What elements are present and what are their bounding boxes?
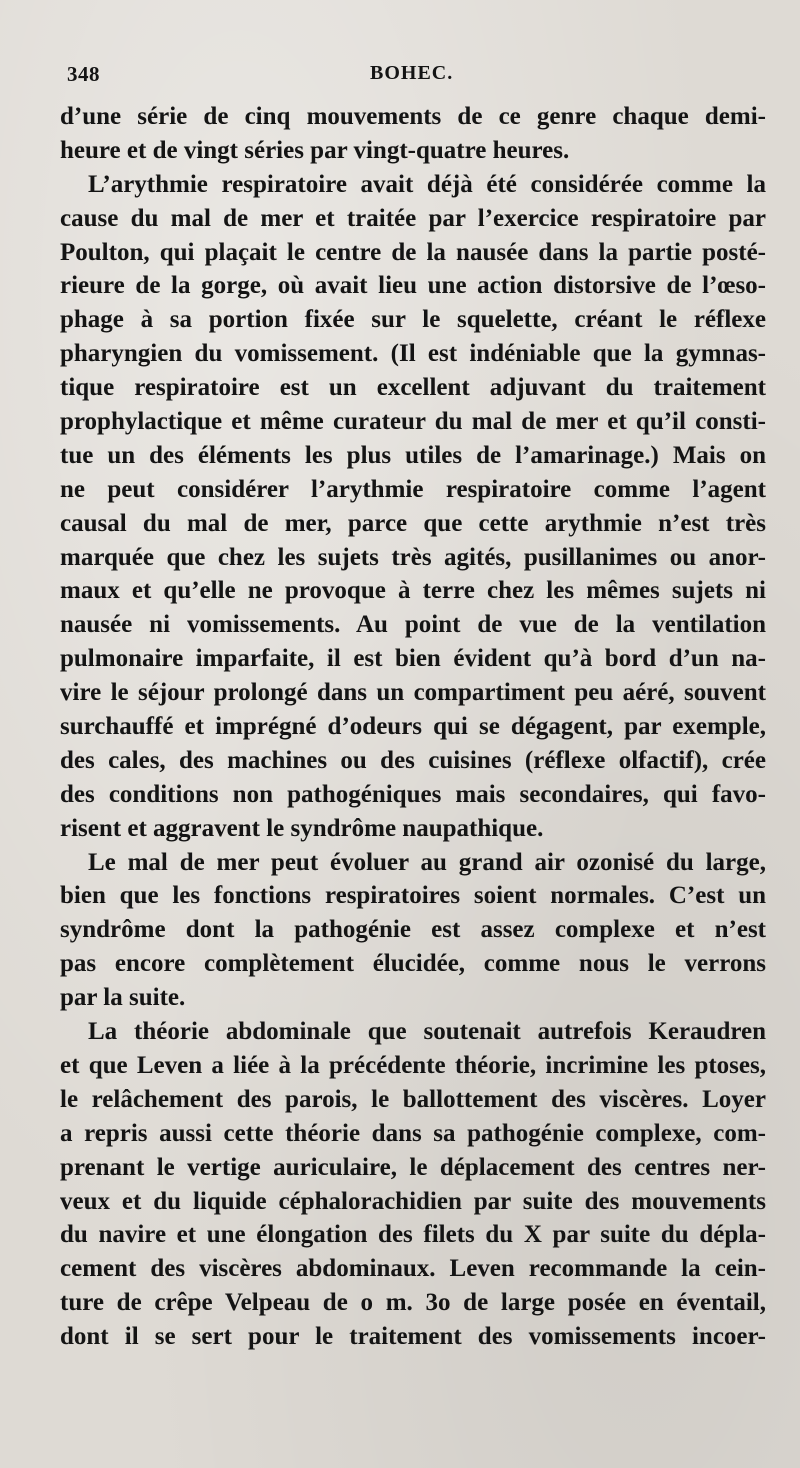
text-line: tique respiratoire est un excellent adjuvant du traitement: [60, 374, 766, 402]
text-line: des conditions non pathogéniques mais secondaires, qui favo-: [60, 780, 766, 808]
text-line: phage à sa portion fixée sur le squelette, créant le réflexe: [60, 306, 766, 334]
text-line: causal du mal de mer, parce que cette arythmie n’est très: [60, 509, 766, 537]
text-line: La théorie abdominale que soutenait autrefois Keraudren: [88, 1018, 766, 1046]
text-line: prophylactique et même curateur du mal de mer et qu’il consti-: [60, 408, 766, 436]
text-line: maux et qu’elle ne provoque à terre chez les mêmes sujets ni: [60, 577, 766, 605]
text-line: Poulton, qui plaçait le centre de la nausée dans la partie posté-: [60, 238, 766, 266]
page-number: 348: [67, 62, 100, 86]
text-line: marquée que chez les sujets très agités, pusillanimes ou anor-: [60, 543, 766, 571]
text-line: ne peut considérer l’arythmie respiratoire comme l’agent: [60, 475, 766, 503]
text-line: cause du mal de mer et traitée par l’exercice respiratoire par: [60, 204, 766, 232]
text-line: rieure de la gorge, où avait lieu une action distorsive de l’œso-: [60, 272, 766, 300]
text-line: surchauffé et imprégné d’odeurs qui se dégagent, par exemple,: [60, 713, 766, 741]
text-line: ture de crêpe Velpeau de o m. 3o de large posée en éventail,: [60, 1289, 766, 1317]
text-line: nausée ni vomissements. Au point de vue de la ventilation: [60, 611, 766, 639]
text-line: risent et aggravent le syndrôme naupathique.: [60, 814, 544, 842]
text-line: cement des viscères abdominaux. Leven recommande la cein-: [60, 1255, 766, 1283]
text-line: prenant le vertige auriculaire, le déplacement des centres ner-: [60, 1153, 766, 1181]
text-line: des cales, des machines ou des cuisines (réflexe olfactif), crée: [60, 746, 766, 774]
text-line: tue un des éléments les plus utiles de l’amarinage.) Mais on: [60, 441, 766, 469]
text-line: syndrôme dont la pathogénie est assez complexe et n’est: [60, 916, 766, 944]
text-line: par la suite.: [60, 984, 186, 1012]
page-header: [67, 62, 747, 92]
text-line: a repris aussi cette théorie dans sa pathogénie complexe, com-: [60, 1119, 766, 1147]
text-line: vire le séjour prolongé dans un compartiment peu aéré, souvent: [60, 679, 766, 707]
text-line: Le mal de mer peut évoluer au grand air ozonisé du large,: [88, 848, 766, 876]
text-line: pharyngien du vomissement. (Il est indéniable que la gymnas-: [60, 340, 766, 368]
text-line: le relâchement des parois, le ballottement des viscères. Loyer: [60, 1085, 766, 1113]
text-line: pas encore complètement élucidée, comme nous le verrons: [60, 950, 766, 978]
text-line: pulmonaire imparfaite, il est bien évident qu’à bord d’un na-: [60, 645, 766, 673]
text-line: veux et du liquide céphalorachidien par suite des mouvements: [60, 1187, 766, 1215]
text-line: du navire et une élongation des filets du X par suite du dépla-: [60, 1221, 766, 1249]
text-line: heure et de vingt séries par vingt-quatre heures.: [60, 136, 570, 164]
text-line: bien que les fonctions respiratoires soient normales. C’est un: [60, 882, 766, 910]
body-text: [60, 100, 766, 1354]
running-head: BOHEC.: [370, 62, 454, 84]
text-line: et que Leven a liée à la précédente théorie, incrimine les ptoses,: [60, 1051, 766, 1079]
text-line: d’une série de cinq mouvements de ce genre chaque demi-: [60, 103, 766, 130]
text-line: L’arythmie respiratoire avait déjà été considérée comme la: [88, 170, 766, 198]
text-line: dont il se sert pour le traitement des vomissements incoer-: [60, 1323, 766, 1351]
